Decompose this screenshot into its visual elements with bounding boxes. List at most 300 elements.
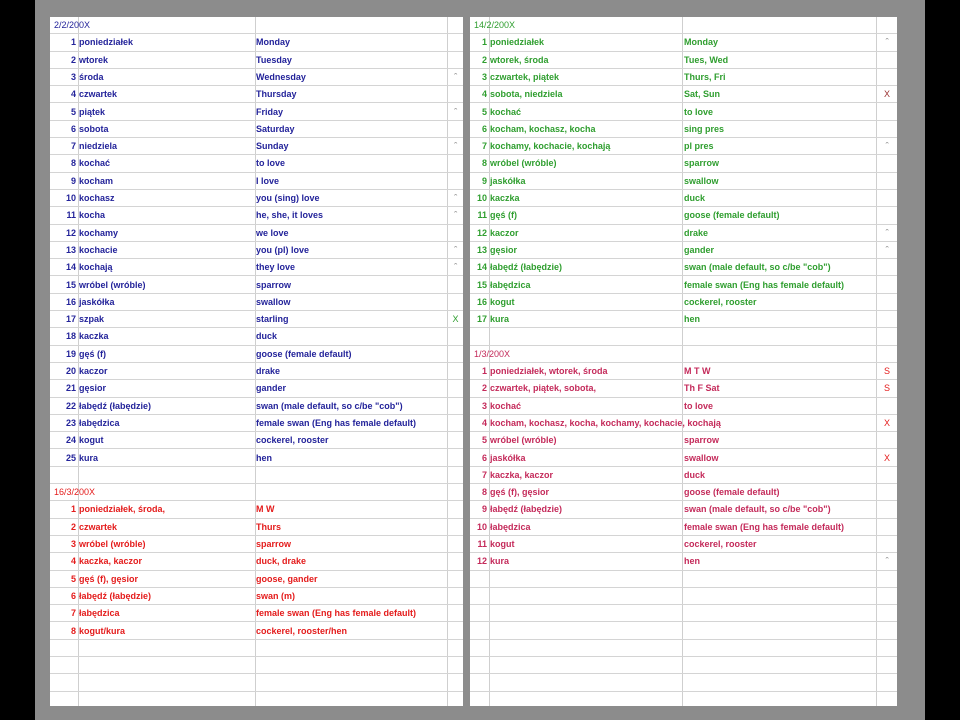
english-translation: hen — [684, 314, 701, 325]
review-mark: S — [883, 383, 890, 394]
english-translation: goose, gander — [256, 573, 318, 584]
polish-word: gęsior — [79, 383, 107, 394]
review-mark: ˆ — [454, 193, 457, 203]
sheet-row[interactable] — [470, 674, 897, 691]
english-translation: Thurs, Fri — [684, 71, 726, 82]
english-translation: female swan (Eng has female default) — [256, 417, 417, 428]
item-number: 7 — [481, 469, 487, 480]
vocab-row[interactable] — [50, 155, 463, 172]
review-mark — [448, 34, 463, 50]
english-translation: Saturday — [256, 123, 295, 134]
vocab-row[interactable] — [50, 225, 463, 242]
polish-word: łabędź (łabędzie) — [490, 262, 563, 273]
english-translation: Wednesday — [256, 71, 306, 82]
english-translation: Sunday — [256, 141, 289, 152]
item-number: 5 — [481, 106, 487, 117]
item-number: 2 — [70, 521, 76, 532]
vocab-row[interactable] — [50, 104, 463, 121]
review-mark — [448, 398, 463, 414]
vocab-row[interactable] — [470, 34, 897, 51]
polish-word: kochać — [490, 400, 522, 411]
vocab-row[interactable] — [50, 294, 463, 311]
review-mark — [448, 415, 463, 431]
polish-word: czwartek, piątek, sobota, — [490, 383, 597, 394]
polish-word: kaczka, kaczor — [490, 469, 554, 480]
polish-word: wróbel (wróble) — [79, 539, 146, 549]
english-translation: Monday — [256, 37, 291, 48]
polish-word: sobota — [79, 123, 109, 134]
item-number: 1 — [70, 504, 76, 515]
vocab-row[interactable] — [470, 190, 897, 207]
polish-word: kogut — [490, 539, 515, 549]
review-mark — [877, 501, 897, 517]
polish-word: kochamy, kochacie, kochają — [490, 141, 611, 152]
review-mark — [877, 484, 897, 500]
english-translation: hen — [684, 556, 701, 567]
review-mark — [877, 467, 897, 483]
item-number: 5 — [70, 106, 76, 117]
english-translation: sparrow — [256, 539, 292, 549]
vocab-row[interactable] — [470, 398, 897, 415]
review-mark — [448, 363, 463, 379]
review-mark — [448, 536, 463, 552]
section-date-row[interactable] — [50, 17, 463, 34]
review-mark — [448, 571, 463, 587]
review-mark — [877, 173, 897, 189]
english-translation: goose (female default) — [684, 210, 780, 221]
vocab-row[interactable] — [50, 207, 463, 224]
english-translation: Friday — [256, 106, 284, 117]
polish-word: kocham — [79, 175, 114, 186]
vocab-row[interactable] — [470, 467, 897, 484]
vocab-row[interactable] — [50, 398, 463, 415]
english-translation: duck — [256, 331, 278, 342]
sheet-row[interactable] — [50, 640, 463, 657]
vocab-row[interactable] — [470, 52, 897, 69]
review-mark — [448, 328, 463, 344]
review-mark — [877, 104, 897, 120]
polish-word: sobota, niedziela — [490, 89, 563, 100]
english-translation: female swan (Eng has female default) — [684, 279, 845, 290]
item-number: 3 — [70, 71, 76, 82]
polish-word: kaczor — [79, 366, 108, 376]
english-translation: Sat, Sun — [684, 89, 721, 100]
item-number: 6 — [481, 123, 487, 134]
item-number: 5 — [70, 573, 76, 584]
vocab-row[interactable] — [470, 225, 897, 242]
item-number: 2 — [70, 54, 76, 65]
item-number: 9 — [481, 175, 487, 186]
review-mark: ˆ — [885, 227, 889, 238]
item-number: 5 — [481, 435, 487, 446]
item-number: 15 — [65, 279, 76, 290]
vocab-row[interactable] — [470, 86, 897, 103]
section-date-row[interactable] — [50, 484, 463, 501]
vocab-row[interactable] — [470, 69, 897, 86]
review-mark — [448, 86, 463, 102]
review-mark: X — [883, 452, 890, 463]
vocab-row[interactable] — [50, 277, 463, 294]
vocab-row[interactable] — [470, 294, 897, 311]
vocab-row[interactable] — [50, 311, 463, 328]
vocab-row[interactable] — [50, 415, 463, 432]
item-number: 3 — [481, 71, 487, 82]
polish-word: poniedziałek, wtorek, środa — [490, 366, 608, 376]
english-translation: to love — [684, 400, 714, 411]
review-mark — [448, 121, 463, 137]
polish-word: czwartek, piątek — [490, 71, 560, 82]
review-mark — [877, 69, 897, 85]
english-translation: M W — [256, 504, 275, 515]
english-translation: sparrow — [256, 279, 292, 290]
vocab-row[interactable] — [50, 553, 463, 570]
english-translation: Tuesday — [256, 54, 292, 65]
review-mark: S — [883, 366, 890, 376]
review-mark: ˆ — [454, 141, 457, 152]
english-translation: gander — [256, 383, 287, 394]
item-number: 10 — [476, 193, 487, 203]
item-number: 12 — [476, 556, 487, 567]
english-translation: sparrow — [684, 158, 720, 169]
vocab-row[interactable] — [50, 121, 463, 138]
section-date: 14/2/200X — [474, 20, 516, 30]
polish-word: łabędź (łabędzie) — [490, 504, 563, 515]
polish-word: kura — [490, 556, 510, 567]
polish-word: kochać — [79, 158, 111, 169]
english-translation: sing pres — [684, 123, 725, 134]
review-mark — [877, 207, 897, 223]
polish-word: jaskółka — [490, 175, 526, 186]
english-translation: cockerel, rooster — [684, 296, 757, 307]
review-mark — [448, 432, 463, 448]
review-mark — [448, 519, 463, 535]
english-translation: cockerel, rooster/hen — [256, 625, 348, 636]
vocab-row[interactable] — [470, 519, 897, 536]
item-number: 8 — [481, 487, 487, 498]
item-number: 4 — [481, 417, 487, 428]
item-number: 10 — [476, 521, 487, 532]
vocab-row[interactable] — [470, 501, 897, 518]
item-number: 17 — [65, 314, 76, 325]
right-sheet — [470, 17, 897, 706]
review-mark: ˆ — [885, 37, 889, 48]
item-number: 25 — [65, 452, 76, 463]
review-mark — [448, 173, 463, 189]
polish-word: kocha — [79, 210, 106, 221]
polish-word: jaskółka — [490, 452, 526, 463]
vocab-row[interactable] — [50, 328, 463, 345]
polish-word: gęś (f), gęsior — [490, 487, 550, 498]
sheet-row[interactable] — [50, 657, 463, 674]
vocab-row[interactable] — [470, 536, 897, 553]
item-number: 8 — [70, 158, 76, 169]
english-translation: to love — [256, 158, 286, 169]
polish-word: kochać — [490, 106, 522, 117]
vocab-row[interactable] — [470, 259, 897, 276]
review-mark — [448, 294, 463, 310]
review-mark: ˆ — [454, 71, 457, 82]
item-number: 18 — [65, 331, 76, 342]
sheet-row[interactable] — [50, 674, 463, 691]
vocab-row[interactable] — [470, 432, 897, 449]
vocab-row[interactable] — [50, 501, 463, 518]
sheet-row[interactable] — [470, 657, 897, 674]
review-mark — [877, 121, 897, 137]
english-translation: pl pres — [684, 141, 714, 152]
polish-word: kogut/kura — [79, 625, 126, 636]
polish-word: gęsior — [490, 244, 518, 255]
sheet-row[interactable] — [470, 692, 897, 706]
review-mark — [877, 519, 897, 535]
item-number: 12 — [476, 227, 487, 238]
polish-word: piątek — [79, 106, 106, 117]
item-number: 1 — [70, 37, 76, 48]
review-mark: ˆ — [454, 106, 457, 117]
item-number: 16 — [476, 296, 487, 307]
item-number: 14 — [476, 262, 487, 273]
polish-word: kaczka — [79, 331, 109, 342]
item-number: 16 — [65, 296, 76, 307]
vocab-row[interactable] — [50, 242, 463, 259]
review-mark — [877, 536, 897, 552]
polish-word: kogut — [490, 296, 515, 307]
sheet-row[interactable] — [470, 623, 897, 640]
vocab-row[interactable] — [470, 363, 897, 380]
item-number: 11 — [66, 210, 76, 221]
vocab-row[interactable] — [50, 52, 463, 69]
review-mark — [448, 553, 463, 569]
polish-word: gęś (f) — [79, 348, 106, 359]
section-date: 1/3/200X — [474, 348, 511, 359]
vocab-row[interactable] — [50, 259, 463, 276]
review-mark — [448, 52, 463, 68]
sheet-row[interactable] — [470, 588, 897, 605]
vocab-row[interactable] — [50, 571, 463, 588]
item-number: 9 — [70, 175, 76, 186]
item-number: 8 — [481, 158, 487, 169]
polish-word: łabędzica — [79, 608, 120, 619]
review-mark — [448, 450, 463, 466]
review-mark: ˆ — [454, 244, 457, 255]
vocab-row[interactable] — [470, 450, 897, 467]
item-number: 1 — [481, 37, 487, 48]
sheet-row[interactable] — [50, 467, 463, 484]
vocab-row[interactable] — [50, 69, 463, 86]
vocab-row[interactable] — [50, 34, 463, 51]
polish-word: kaczka, kaczor — [79, 556, 143, 567]
english-translation: swallow — [684, 175, 719, 186]
vocab-row[interactable] — [470, 484, 897, 501]
english-translation: female swan (Eng has female default) — [684, 521, 845, 532]
vocab-row[interactable] — [50, 536, 463, 553]
item-number: 2 — [481, 54, 487, 65]
review-mark — [877, 294, 897, 310]
polish-word: poniedziałek — [79, 37, 134, 48]
vocab-row[interactable] — [50, 363, 463, 380]
vocab-row[interactable] — [50, 519, 463, 536]
left-sheet — [50, 17, 463, 706]
review-mark — [877, 259, 897, 275]
item-number: 3 — [481, 400, 487, 411]
vocab-row[interactable] — [470, 277, 897, 294]
polish-word: wróbel (wróble) — [79, 279, 146, 290]
english-translation: female swan (Eng has female default) — [256, 608, 417, 619]
english-translation: Thursday — [256, 89, 297, 100]
polish-word: kogut — [79, 435, 104, 446]
sheet-row[interactable] — [50, 692, 463, 706]
item-number: 8 — [70, 625, 76, 636]
item-number: 13 — [65, 244, 76, 255]
polish-word: łabędzica — [79, 417, 120, 428]
polish-word: niedziela — [79, 141, 118, 152]
item-number: 14 — [65, 262, 76, 273]
polish-word: kochamy — [79, 227, 119, 238]
review-mark — [448, 277, 463, 293]
vocab-row[interactable] — [50, 605, 463, 622]
english-translation: we love — [256, 227, 289, 238]
polish-word: wróbel (wróble) — [490, 435, 557, 446]
item-number: 3 — [70, 539, 76, 549]
vocab-row[interactable] — [50, 346, 463, 363]
english-translation: drake — [684, 227, 709, 238]
review-mark: X — [883, 89, 890, 100]
polish-word: kocham, kochasz, kocha — [490, 123, 596, 134]
review-mark: X — [883, 417, 890, 428]
review-mark — [877, 311, 897, 327]
review-mark — [448, 588, 463, 604]
polish-word: czwartek — [79, 89, 118, 100]
review-mark — [448, 605, 463, 621]
item-number: 7 — [70, 141, 76, 152]
polish-word: kochasz — [79, 193, 115, 203]
review-mark: ˆ — [885, 244, 889, 255]
english-translation: swan (male default, so c/be "cob") — [256, 400, 403, 411]
item-number: 10 — [65, 193, 76, 203]
vocab-row[interactable] — [50, 380, 463, 397]
polish-word: szpak — [79, 314, 105, 325]
item-number: 7 — [481, 141, 487, 152]
vocab-row[interactable] — [470, 155, 897, 172]
english-translation: swan (m) — [256, 590, 296, 601]
review-mark — [448, 623, 463, 639]
english-translation: to love — [684, 106, 714, 117]
item-number: 4 — [70, 89, 76, 100]
polish-word: łabędzica — [490, 279, 531, 290]
item-number: 2 — [481, 383, 487, 394]
item-number: 12 — [65, 227, 76, 238]
section-date-row[interactable] — [470, 17, 897, 34]
item-number: 22 — [65, 400, 76, 411]
review-mark: ˆ — [454, 210, 457, 221]
item-number: 6 — [70, 123, 76, 134]
vocab-row[interactable] — [50, 173, 463, 190]
english-translation: starling — [256, 314, 289, 325]
english-translation: Th F Sat — [684, 383, 720, 394]
polish-word: jaskółka — [79, 296, 115, 307]
polish-word: środa — [79, 71, 104, 82]
polish-word: czwartek — [79, 521, 118, 532]
english-translation: you (sing) love — [256, 193, 320, 203]
review-mark — [448, 225, 463, 241]
english-translation: hen — [256, 452, 273, 463]
polish-word: gęś (f), gęsior — [79, 573, 139, 584]
vocab-row[interactable] — [470, 415, 897, 432]
polish-word: kochacie — [79, 244, 118, 255]
polish-word: wtorek — [79, 54, 109, 65]
english-translation: Tues, Wed — [684, 54, 729, 65]
english-translation: swan (male default, so c/be "cob") — [684, 262, 831, 273]
english-translation: goose (female default) — [256, 348, 352, 359]
review-mark — [877, 155, 897, 171]
vocab-row[interactable] — [50, 190, 463, 207]
review-mark — [877, 398, 897, 414]
vocab-row[interactable] — [470, 311, 897, 328]
vocab-row[interactable] — [470, 121, 897, 138]
section-date-row[interactable] — [470, 346, 897, 363]
item-number: 4 — [481, 89, 487, 100]
review-mark — [877, 190, 897, 206]
vocab-row[interactable] — [50, 450, 463, 467]
vocab-row[interactable] — [50, 86, 463, 103]
review-mark: ˆ — [885, 556, 889, 567]
item-number: 15 — [476, 279, 487, 290]
polish-word: kura — [79, 452, 99, 463]
english-translation: M T W — [684, 366, 711, 376]
polish-word: wróbel (wróble) — [490, 158, 557, 169]
item-number: 24 — [65, 435, 76, 446]
vocab-row[interactable] — [470, 104, 897, 121]
item-number: 6 — [481, 452, 487, 463]
sheet-row[interactable] — [470, 605, 897, 622]
vocab-row[interactable] — [50, 432, 463, 449]
item-number: 9 — [481, 504, 487, 515]
polish-word: kocham, kochasz, kocha, kochamy, kochacie, kochają — [490, 417, 721, 428]
polish-word: poniedziałek — [490, 37, 545, 48]
english-translation: swallow — [256, 296, 291, 307]
vocab-row[interactable] — [470, 553, 897, 570]
item-number: 1 — [481, 366, 487, 376]
vocab-row[interactable] — [470, 242, 897, 259]
item-number: 6 — [70, 590, 76, 601]
english-translation: cockerel, rooster — [256, 435, 329, 446]
vocab-row[interactable] — [50, 138, 463, 155]
item-number: 11 — [477, 210, 487, 221]
item-number: 7 — [70, 608, 76, 619]
english-translation: cockerel, rooster — [684, 539, 757, 549]
polish-word: gęś (f) — [490, 210, 517, 221]
vocab-row[interactable] — [50, 623, 463, 640]
vocab-row[interactable] — [470, 207, 897, 224]
vocab-row[interactable] — [470, 138, 897, 155]
item-number: 19 — [65, 348, 76, 359]
sheet-row[interactable] — [470, 640, 897, 657]
vocab-row[interactable] — [470, 380, 897, 397]
review-mark: ˆ — [885, 141, 889, 152]
review-mark: ˆ — [454, 262, 457, 273]
english-translation: duck, drake — [256, 556, 307, 567]
english-translation: Monday — [684, 37, 719, 48]
sheet-row[interactable] — [470, 328, 897, 345]
english-translation: swallow — [684, 452, 719, 463]
english-translation: swan (male default, so c/be "cob") — [684, 504, 831, 515]
english-translation: he, she, it loves — [256, 210, 324, 221]
item-number: 4 — [70, 556, 76, 567]
vocab-row[interactable] — [470, 173, 897, 190]
english-translation: you (pl) love — [256, 244, 310, 255]
vocab-row[interactable] — [50, 588, 463, 605]
english-translation: goose (female default) — [684, 487, 780, 498]
sheet-row[interactable] — [470, 571, 897, 588]
